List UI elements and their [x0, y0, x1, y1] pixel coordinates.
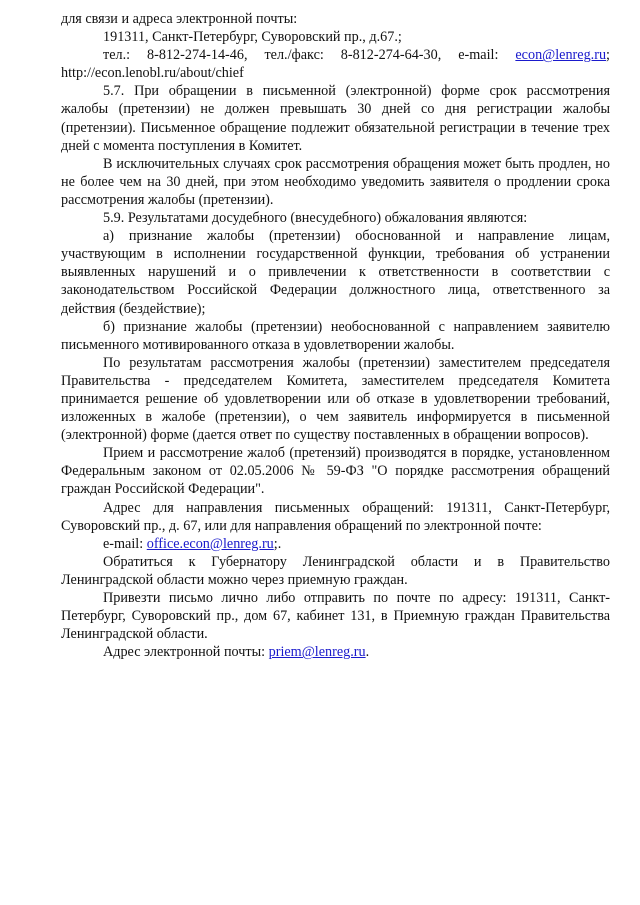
contact-email-link[interactable]: econ@lenreg.ru	[515, 47, 607, 64]
priem-email-link[interactable]: priem@lenreg.ru	[268, 644, 366, 661]
email-line	[61, 535, 610, 553]
contact-phones	[61, 46, 610, 82]
office-email-link[interactable]: office.econ@lenreg.ru	[146, 535, 274, 552]
paragraph-item-b: б) признание жалобы (претензии) необоснованной с направлением заявителю письменного мотивированного отказа в удовлетворении жалобы.	[61, 318, 610, 353]
priem-label: Адрес электронной почты:	[103, 644, 269, 661]
email-suffix: ;.	[273, 535, 282, 552]
paragraph-5-9: 5.9. Результатами досудебного (внесудебного) обжалования являются:	[103, 210, 528, 227]
priem-email-line	[61, 643, 610, 661]
email-label: e-mail:	[103, 535, 147, 552]
paragraph-exceptional-cases: В исключительных случаях срок рассмотрения обращения может быть продлен, но не более чем на 30 дней, при этом необходимо уведомить заявителя о продлении срока рассмотрения жалобы (претензии).	[61, 155, 610, 208]
paragraph-governor: Обратиться к Губернатору Ленинградской области и в Правительство Ленинградской области можно через приемную граждан.	[61, 553, 610, 588]
paragraph-bring-letter: Привезти письмо лично либо отправить по почте по адресу: 191311, Санкт-Петербург, Суворовский пр., дом 67, кабинет 131, в Приемную граждан Правительства Ленинградской области.	[61, 590, 610, 643]
document-page	[61, 10, 610, 661]
paragraph-review-results: По результатам рассмотрения жалобы (претензии) заместителем председателя Правительства - председателем Комитета, заместителем председателя Комитета принимается решение об удовлетворении или об отказе в удовлетворении требований, изложенных в жалобе (претензии), о чем заявитель информируется в письменной (электронной) форме (дается ответ по существу поставленных в обращении вопросов).	[61, 354, 610, 444]
contact-intro: для связи и адреса электронной почты:	[61, 11, 298, 27]
paragraph-procedure: Прием и рассмотрение жалоб (претензий) производятся в порядке, установленном Федеральным законом от 02.05.2006 № 59-ФЗ "О порядке рассмотрения обращений граждан Российской Федерации".	[61, 445, 610, 498]
priem-suffix: .	[365, 644, 370, 661]
contact-address: 191311, Санкт-Петербург, Суворовский пр., д.67.;	[103, 29, 402, 46]
paragraph-item-a: а) признание жалобы (претензии) обоснованной и направление лицам, участвующим в исполнении государственной функции, требования об устранении выявленных нарушений и о привлечении к ответственности в соответствии с законодательством Российской Федерации должностного лица, ответственного за действия (бездействие);	[61, 228, 610, 317]
paragraph-5-7: 5.7. При обращении в письменной (электронной) форме срок рассмотрения жалобы (претензии) не должен превышать 30 дней со дня регистрации жалобы (претензии). Письменное обращение подлежит обязательной регистрации в течение трех дней с момента поступления в Комитет.	[61, 83, 610, 154]
contact-email-suffix: ;	[606, 47, 610, 64]
contact-url: http://econ.lenobl.ru/about/chief	[61, 65, 244, 82]
paragraph-postal-address: Адрес для направления письменных обращений: 191311, Санкт-Петербург, Суворовский пр., д. 67, или для направления обращений по электронной почте:	[61, 499, 610, 534]
contact-phones-text: тел.: 8-812-274-14-46, тел./факс: 8-812-274-64-30, e-mail:	[103, 47, 516, 64]
